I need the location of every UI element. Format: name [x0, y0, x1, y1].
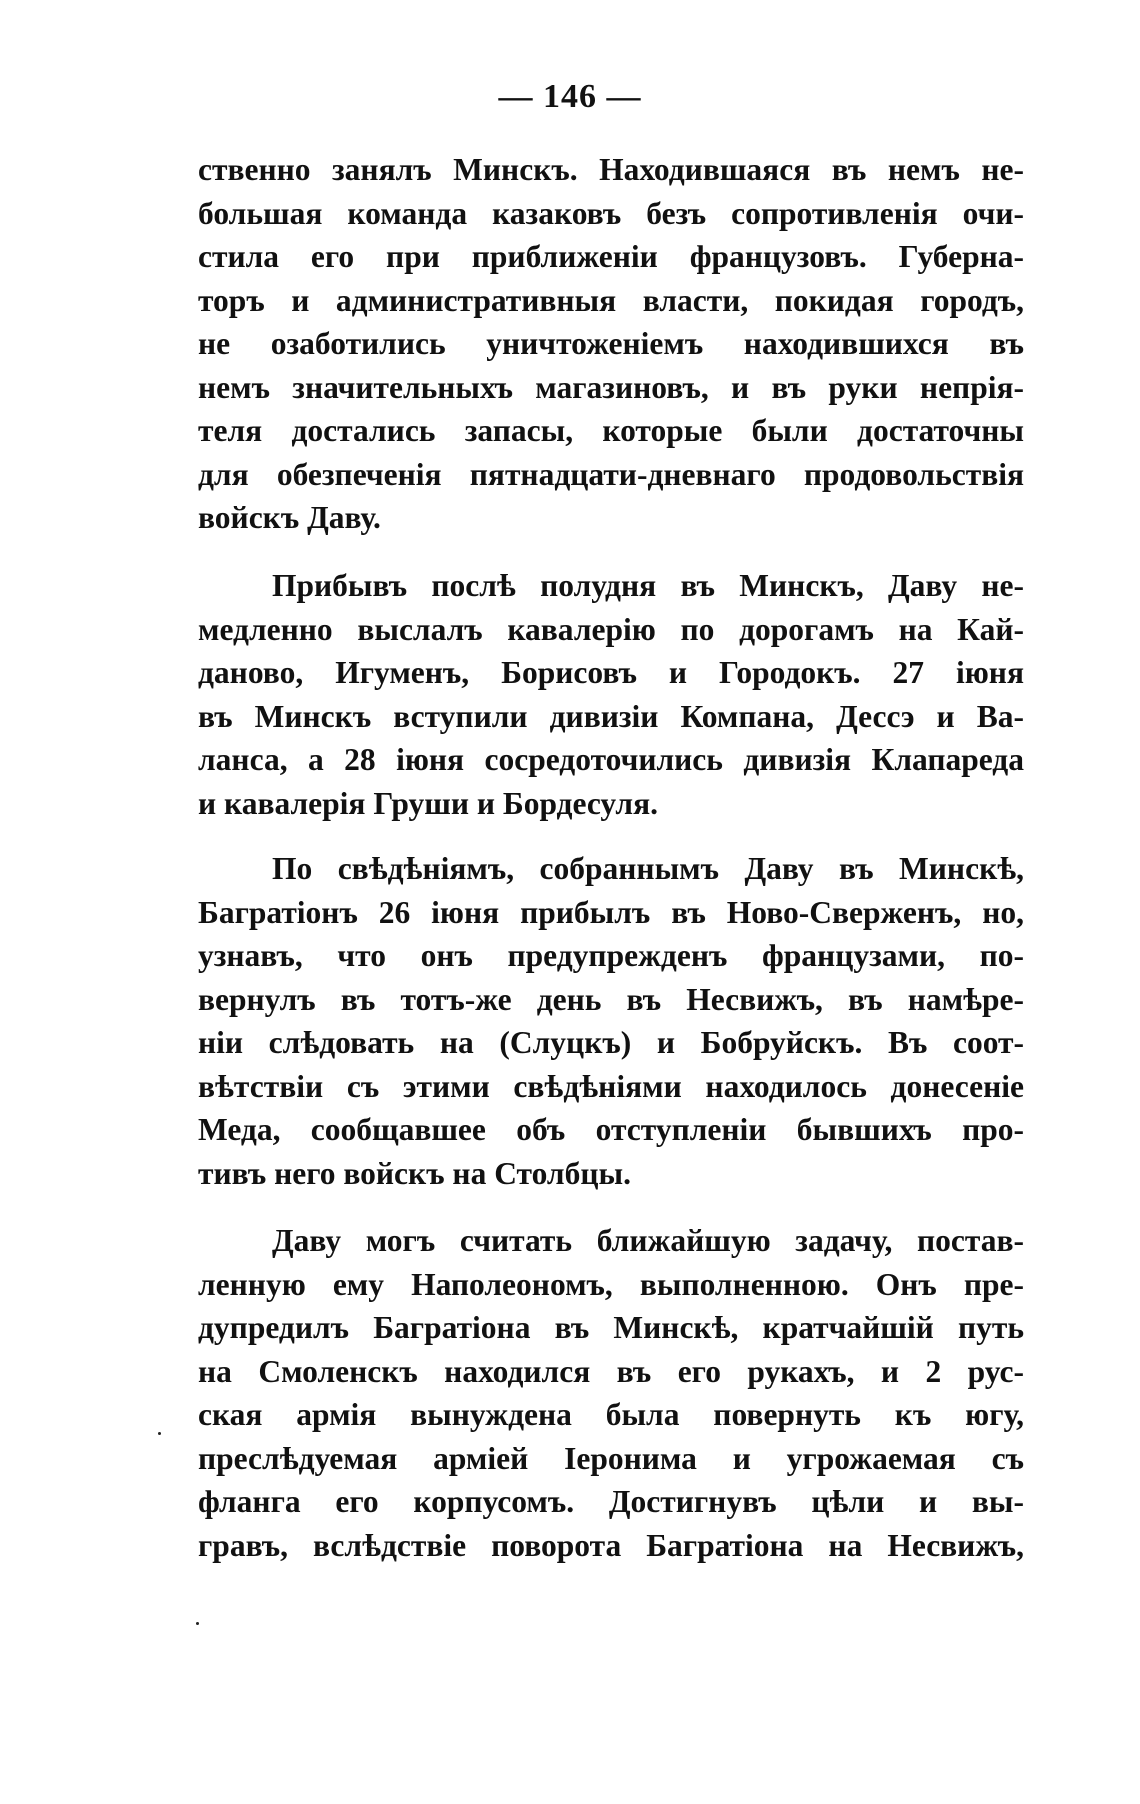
text-line: вернулъ въ тотъ-же день въ Несвижъ, въ намѣре-: [198, 981, 1024, 1017]
text-line: вѣтствіи съ этими свѣдѣніями находилось донесеніе: [198, 1068, 1024, 1104]
text-line: По свѣдѣніямъ, собраннымъ Даву въ Минскѣ,: [272, 851, 1024, 886]
text-line: Даву могъ считать ближайшую задачу, постав-: [272, 1223, 1024, 1258]
paragraph-3: [198, 847, 1024, 1195]
text-line: войскъ Даву.: [198, 500, 381, 535]
text-line: фланга его корпусомъ. Достигнувъ цѣли и вы-: [198, 1484, 1024, 1519]
text-line: немъ значительныхъ магазиновъ, и въ руки непрія-: [198, 369, 1024, 405]
text-line: не озаботились уничтоженіемъ находившихся въ: [198, 326, 1024, 361]
text-line: тивъ него войскъ на Столбцы.: [198, 1155, 631, 1191]
paragraph-2: [198, 564, 1024, 825]
text-line: ланса, а 28 іюня сосредоточились дивизія Клапареда: [198, 742, 1024, 777]
scan-speck: [158, 1432, 161, 1435]
text-line: Меда, сообщавшее объ отступленіи бывшихъ про-: [198, 1112, 1024, 1147]
text-line: для обезпеченія пятнадцати-дневнаго продовольствія: [198, 456, 1024, 492]
page-number: — 146 —: [498, 78, 642, 115]
text-line: стила его при приближеніи французовъ. Губерна-: [198, 239, 1024, 274]
text-line: узнавъ, что онъ предупрежденъ французами, по-: [198, 938, 1024, 973]
paragraph-4: [198, 1219, 1024, 1567]
text-line: Багратіонъ 26 іюня прибылъ въ Ново-Сверженъ, но,: [198, 894, 1024, 930]
text-line: гравъ, вслѣдствіе поворота Багратіона на Несвижъ,: [198, 1527, 1024, 1563]
text-line: преслѣдуемая арміей Іеронима и угрожаемая съ: [198, 1440, 1024, 1476]
text-line: и кавалерія Груши и Бордесуля.: [198, 785, 658, 821]
text-line: медленно выслалъ кавалерію по дорогамъ на Кай-: [198, 611, 1024, 647]
text-line: на Смоленскъ находился въ его рукахъ, и 2 рус-: [198, 1353, 1024, 1389]
text-line: ственно занялъ Минскъ. Находившаяся въ немъ не-: [198, 152, 1024, 187]
text-line: ленную ему Наполеономъ, выполненною. Онъ пре-: [198, 1266, 1024, 1302]
text-line: ская армія вынуждена была повернуть къ югу,: [198, 1397, 1024, 1432]
text-line: Прибывъ послѣ полудня въ Минскъ, Даву не-: [272, 568, 1024, 603]
paragraph-1: [198, 148, 1024, 540]
text-line: большая команда казаковъ безъ сопротивленія очи-: [198, 195, 1024, 231]
text-line: дупредилъ Багратіона въ Минскѣ, кратчайшій путь: [198, 1310, 1024, 1345]
text-line: теля достались запасы, которые были достаточны: [198, 413, 1024, 448]
text-line: въ Минскъ вступили дивизіи Компана, Дессэ и Ва-: [198, 698, 1024, 734]
text-line: даново, Игуменъ, Борисовъ и Городокъ. 27 іюня: [198, 655, 1024, 690]
scan-speck: [196, 1622, 199, 1625]
text-line: торъ и административныя власти, покидая городъ,: [198, 282, 1024, 318]
text-line: ніи слѣдовать на (Слуцкъ) и Бобруйскъ. Въ соот-: [198, 1025, 1024, 1060]
